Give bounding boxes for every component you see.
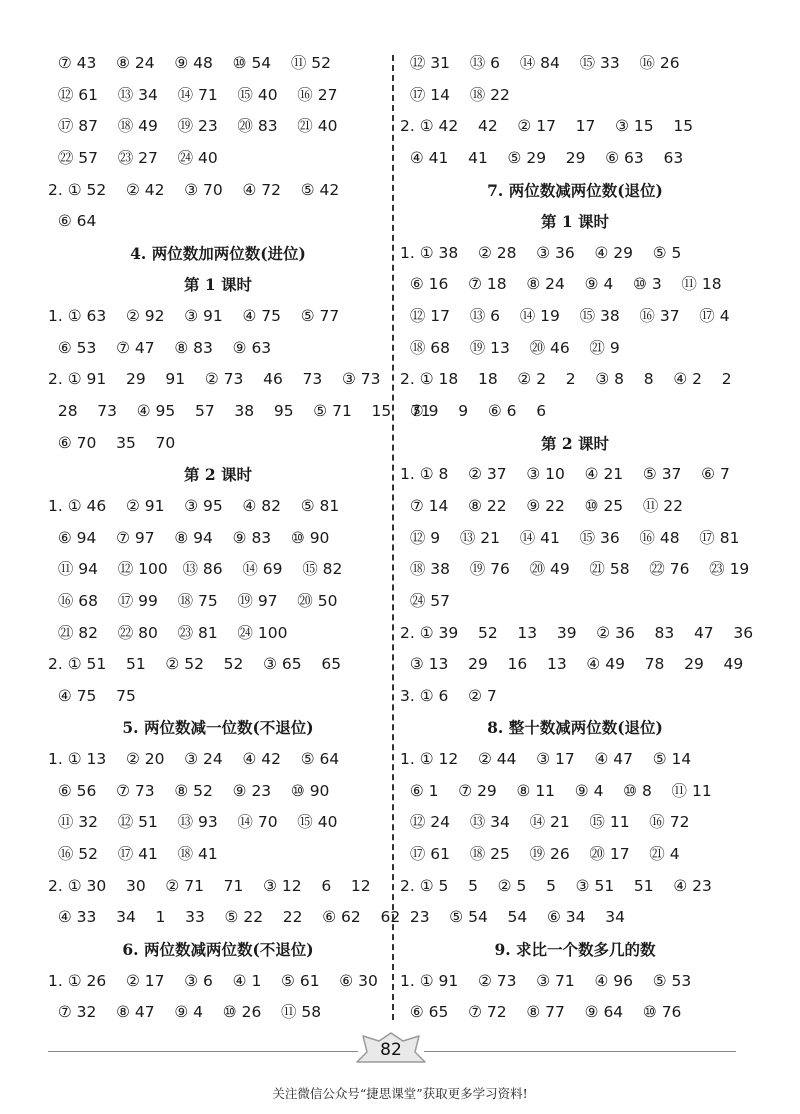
- answer-line: 1. ① 91 ② 73 ③ 71 ④ 96 ⑤ 53: [400, 971, 692, 990]
- answer-line: 28 73 ④ 95 57 38 95 ⑤ 71 15 71: [48, 402, 431, 421]
- answer-line: 1. ① 38 ② 28 ③ 36 ④ 29 ⑤ 5: [400, 243, 682, 262]
- answer-line: ⑱ 38 ⑲ 76 ⑳ 49 ㉑ 58 ㉒ 76 ㉓ 19: [400, 560, 750, 579]
- answer-line: ⑦ 14 ⑧ 22 ⑨ 22 ⑩ 25 ⑪ 22: [400, 496, 684, 515]
- answer-line: 1. ① 63 ② 92 ③ 91 ④ 75 ⑤ 77: [48, 307, 340, 326]
- answer-line: ⑫ 24 ⑬ 34 ⑭ 21 ⑮ 11 ⑯ 72: [400, 813, 690, 832]
- answer-line: ⑰ 61 ⑱ 25 ⑲ 26 ⑳ 17 ㉑ 4: [400, 845, 680, 864]
- answer-line: ⑯ 52 ⑰ 41 ⑱ 41: [48, 845, 218, 864]
- answer-line: ㉔ 57: [400, 591, 451, 610]
- answer-line: 2. ① 51 51 ② 52 52 ③ 65 65: [48, 655, 342, 674]
- section-heading: 第 2 课时: [183, 465, 253, 485]
- answer-line: ⑥ 70 35 70: [48, 433, 176, 452]
- answer-line: 2. ① 18 18 ② 2 2 ③ 8 8 ④ 2 2: [400, 370, 732, 389]
- answer-line: ⑰ 14 ⑱ 22: [400, 85, 510, 104]
- answer-line: 2. ① 91 29 91 ② 73 46 73 ③ 73: [48, 370, 381, 389]
- answer-line: ⑤ 9 9 ⑥ 6 6: [400, 402, 547, 421]
- answer-line: ⑪ 32 ⑫ 51 ⑬ 93 ⑭ 70 ⑮ 40: [48, 813, 338, 832]
- page-number-badge: [351, 1030, 431, 1068]
- answer-line: 3. ① 6 ② 7: [400, 686, 497, 705]
- answer-line: ⑫ 17 ⑬ 6 ⑭ 19 ⑮ 38 ⑯ 37 ⑰ 4: [400, 307, 730, 326]
- section-heading: 4. 两位数加两位数(进位): [130, 243, 306, 263]
- answer-line: ⑦ 43 ⑧ 24 ⑨ 48 ⑩ 54 ⑪ 52: [48, 54, 332, 72]
- answer-line: ④ 33 34 1 33 ⑤ 22 22 ⑥ 62 62: [48, 908, 401, 927]
- answer-line: ⑫ 31 ⑬ 6 ⑭ 84 ⑮ 33 ⑯ 26: [400, 54, 680, 72]
- right-answer-column: [400, 48, 754, 1029]
- answer-line: 1. ① 12 ② 44 ③ 17 ④ 47 ⑤ 14: [400, 750, 692, 769]
- answer-line: ㉑ 82 ㉒ 80 ㉓ 81 ㉔ 100: [48, 623, 288, 642]
- section-heading: 7. 两位数减两位数(退位): [487, 180, 663, 200]
- section-heading: 6. 两位数减两位数(不退位): [122, 939, 314, 959]
- answer-line: ㉒ 57 ㉓ 27 ㉔ 40: [48, 148, 218, 167]
- answer-line: ⑥ 94 ⑦ 97 ⑧ 94 ⑨ 83 ⑩ 90: [48, 528, 330, 547]
- answer-line: 2. ① 30 30 ② 71 71 ③ 12 6 12: [48, 876, 371, 895]
- answer-line: 2. ① 5 5 ② 5 5 ③ 51 51 ④ 23: [400, 876, 712, 895]
- answer-line: ⑥ 1 ⑦ 29 ⑧ 11 ⑨ 4 ⑩ 8 ⑪ 11: [400, 781, 712, 800]
- footer-note: 关注微信公众号“捷思课堂”获取更多学习资料!: [272, 1086, 528, 1101]
- answer-line: ⑥ 56 ⑦ 73 ⑧ 52 ⑨ 23 ⑩ 90: [48, 781, 330, 800]
- section-heading: 第 1 课时: [540, 212, 610, 232]
- answer-line: ⑪ 94 ⑫ 100 ⑬ 86 ⑭ 69 ⑮ 82: [48, 560, 343, 579]
- answer-line: ④ 41 41 ⑤ 29 29 ⑥ 63 63: [400, 148, 684, 167]
- answer-line: ④ 75 75: [48, 686, 136, 705]
- answer-line: 2. ① 52 ② 42 ③ 70 ④ 72 ⑤ 42: [48, 180, 340, 199]
- page-number: 82: [380, 1040, 402, 1060]
- column-divider: [392, 55, 394, 1020]
- answer-line: 1. ① 26 ② 17 ③ 6 ④ 1 ⑤ 61 ⑥ 30: [48, 971, 378, 990]
- answer-line: ⑰ 87 ⑱ 49 ⑲ 23 ⑳ 83 ㉑ 40: [48, 117, 338, 136]
- answer-line: ⑥ 65 ⑦ 72 ⑧ 77 ⑨ 64 ⑩ 76: [400, 1003, 682, 1022]
- footer-rule-right: [424, 1051, 736, 1052]
- answer-line: ③ 13 29 16 13 ④ 49 78 29 49: [400, 655, 744, 674]
- answer-line: 1. ① 8 ② 37 ③ 10 ④ 21 ⑤ 37 ⑥ 7: [400, 465, 730, 484]
- answer-line: 1. ① 46 ② 91 ③ 95 ④ 82 ⑤ 81: [48, 496, 340, 515]
- answer-line: ⑫ 61 ⑬ 34 ⑭ 71 ⑮ 40 ⑯ 27: [48, 85, 338, 104]
- footer-rule-left: [48, 1051, 358, 1052]
- section-heading: 5. 两位数减一位数(不退位): [122, 718, 314, 738]
- answer-line: ⑱ 68 ⑲ 13 ⑳ 46 ㉑ 9: [400, 338, 620, 357]
- section-heading: 第 1 课时: [183, 275, 253, 295]
- answer-line: 23 ⑤ 54 54 ⑥ 34 34: [400, 908, 625, 927]
- answer-line: ⑫ 9 ⑬ 21 ⑭ 41 ⑮ 36 ⑯ 48 ⑰ 81: [400, 528, 740, 547]
- section-heading: 8. 整十数减两位数(退位): [487, 718, 663, 738]
- answer-line: ⑥ 64: [48, 212, 97, 231]
- answer-line: ⑯ 68 ⑰ 99 ⑱ 75 ⑲ 97 ⑳ 50: [48, 591, 338, 610]
- answer-line: 2. ① 42 42 ② 17 17 ③ 15 15: [400, 117, 694, 136]
- answer-line: ⑥ 53 ⑦ 47 ⑧ 83 ⑨ 63: [48, 338, 272, 357]
- answer-line: 1. ① 13 ② 20 ③ 24 ④ 42 ⑤ 64: [48, 750, 340, 769]
- answer-line: ⑥ 16 ⑦ 18 ⑧ 24 ⑨ 4 ⑩ 3 ⑪ 18: [400, 275, 722, 294]
- answer-line: ⑦ 32 ⑧ 47 ⑨ 4 ⑩ 26 ⑪ 58: [48, 1003, 322, 1022]
- section-heading: 9. 求比一个数多几的数: [494, 939, 656, 959]
- section-heading: 第 2 课时: [540, 433, 610, 453]
- answer-line: 2. ① 39 52 13 39 ② 36 83 47 36: [400, 623, 754, 642]
